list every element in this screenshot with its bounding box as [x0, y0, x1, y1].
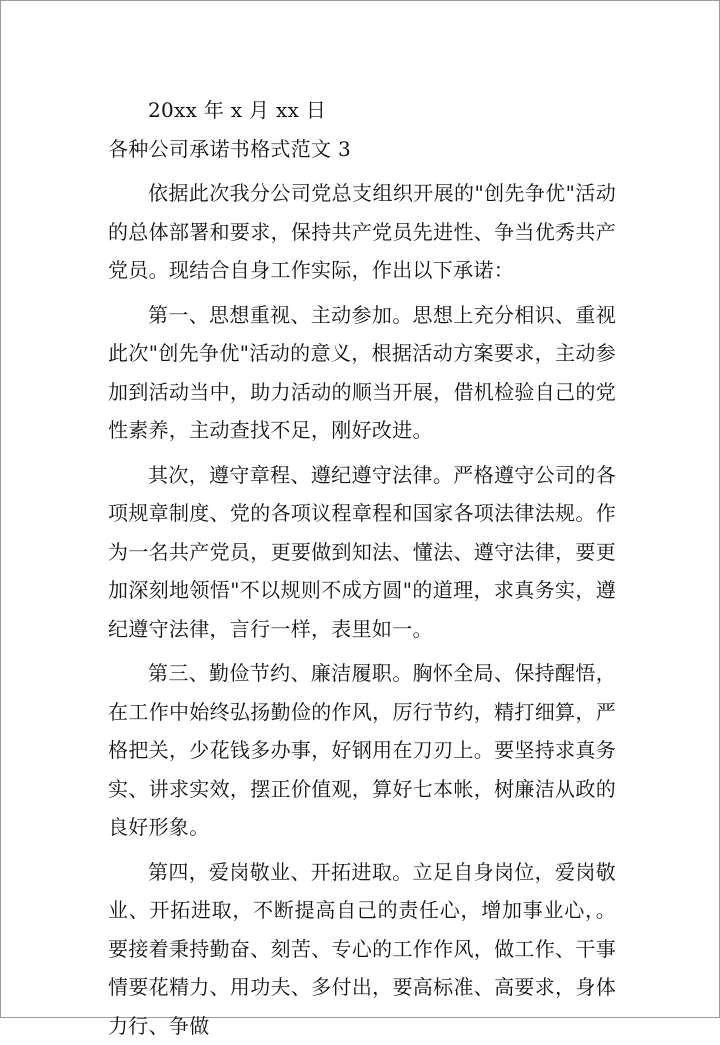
document-body: [108, 91, 616, 1045]
paragraph-point-2: 其次，遵守章程、遵纪遵守法律。严格遵守公司的各项规章制度、党的各项议程章程和国家各项法律法规。作为一名共产党员，更要做到知法、懂法、遵守法律，要更加深刻地领悟"不以规则不成方圆"的道理，求真务实，遵纪遵守法律，言行一样，表里如一。: [108, 456, 616, 649]
paragraph-point-3: 第三、勤俭节约、廉洁履职。胸怀全局、保持醒悟，在工作中始终弘扬勤俭的作风，厉行节约，精打细算，严格把关，少花钱多办事，好钢用在刀刃上。要坚持求真务实、讲求实效，摆正价值观，算好七本帐，树廉洁从政的良好形象。: [108, 654, 616, 847]
paragraph-intro: 依据此次我分公司党总支组织开展的"创先争优"活动的总体部署和要求，保持共产党员先进性、争当优秀共产党员。现结合自身工作实际，作出以下承诺：: [108, 174, 616, 290]
date-line: 20xx 年 x 月 xx 日: [108, 91, 616, 130]
paragraph-point-4: 第四，爱岗敬业、开拓进取。立足自身岗位，爱岗敬业、开拓进取，不断提高自己的责任心，增加事业心，。要接着秉持勤奋、刻苦、专心的工作作风，做工作、干事情要花精力、用功夫、多付出，要高标准、高要求，身体力行、争做: [108, 853, 616, 1045]
paragraph-point-1: 第一、思想重视、主动参加。思想上充分相识、重视此次"创先争优"活动的意义，根据活动方案要求，主动参加到活动当中，助力活动的顺当开展，借机检验自己的党性素养，主动查找不足，刚好改进。: [108, 296, 616, 450]
document-title: 各种公司承诺书格式范文 3: [108, 130, 616, 169]
